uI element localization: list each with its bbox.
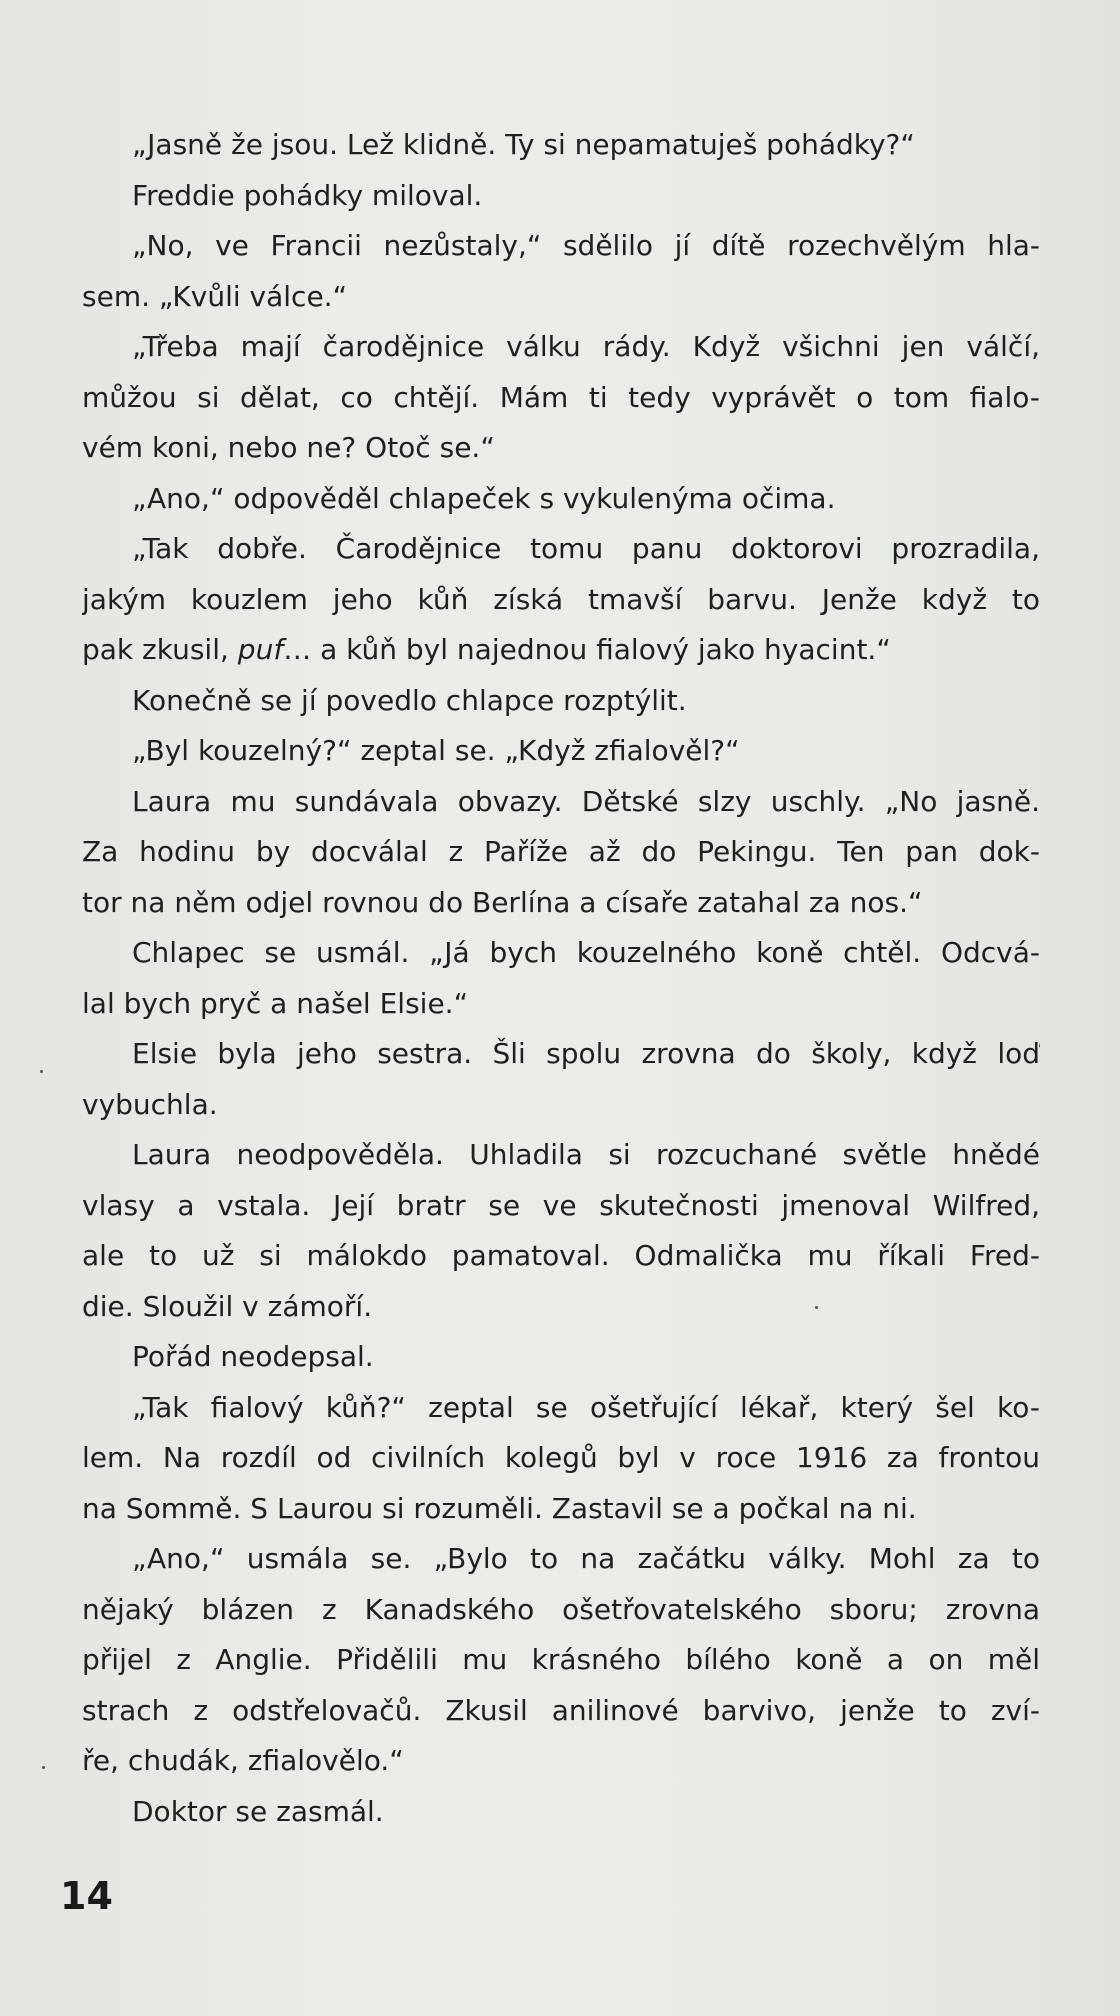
text-line: nějaký blázen z Kanadského ošetřovatelského sboru; zrovna <box>82 1592 1040 1626</box>
text-line: Freddie pohádky miloval. <box>132 178 483 212</box>
text-line: „Tak fialový kůň?“ zeptal se ošetřující lékař, který šel ko- <box>132 1390 1040 1424</box>
text-line: „Jasně že jsou. Lež klidně. Ty si nepamatuješ pohádky?“ <box>132 128 915 161</box>
text-line: Chlapec se usmál. „Já bych kouzelného koně chtěl. Odcvá- <box>132 936 1040 969</box>
text-line: Laura mu sundávala obvazy. Dětské slzy uschly. „No jasně. <box>132 784 1040 818</box>
emphasis: puf <box>237 633 284 666</box>
text-line: strach z odstřelovačů. Zkusil anilinové barvivo, jenže to zví- <box>82 1693 1040 1727</box>
text-line: jakým kouzlem jeho kůň získá tmavší barvu. Jenže když to <box>82 582 1040 616</box>
text-line: Doktor se zasmál. <box>132 1794 384 1828</box>
text-line: „Tak dobře. Čarodějnice tomu panu doktorovi prozradila, <box>132 532 1040 565</box>
text-line: Konečně se jí povedlo chlapce rozptýlit. <box>132 683 687 717</box>
paper-speck <box>40 1070 43 1073</box>
text-line: vlasy a vstala. Její bratr se ve skutečnosti jmenoval Wilfred, <box>82 1188 1040 1222</box>
text-line: Elsie byla jeho sestra. Šli spolu zrovna do školy, když loď <box>132 1037 1040 1070</box>
paper-speck <box>42 1766 45 1769</box>
text-line: „Byl kouzelný?“ zeptal se. „Když zfialověl?“ <box>132 734 740 767</box>
text-line: na Sommě. S Laurou si rozuměli. Zastavil se a počkal na ni. <box>82 1491 917 1525</box>
text-line: přijel z Anglie. Přidělili mu krásného bílého koně a on měl <box>82 1643 1040 1676</box>
body-text <box>82 120 1040 1837</box>
text-line: vém koni, nebo ne? Otoč se.“ <box>82 431 495 464</box>
text-line: die. Sloužil v zámoří. <box>82 1289 373 1323</box>
text-line: lal bych pryč a našel Elsie.“ <box>82 986 469 1020</box>
page-number: 14 <box>60 1874 113 1918</box>
text-line: vybuchla. <box>82 1087 218 1121</box>
text-line: „Třeba mají čarodějnice válku rády. Když všichni jen válčí, <box>132 330 1040 363</box>
text-line: ale to už si málokdo pamatoval. Odmalička mu říkali Fred- <box>82 1239 1040 1272</box>
text-line: lem. Na rozdíl od civilních kolegů byl v roce 1916 za frontou <box>82 1441 1040 1474</box>
text-line: sem. „Kvůli válce.“ <box>82 279 348 313</box>
text-line: můžou si dělat, co chtějí. Mám ti tedy vyprávět o tom fialo- <box>82 380 1040 414</box>
text-line: „No, ve Francii nezůstaly,“ sdělilo jí dítě rozechvělým hla- <box>132 229 1040 262</box>
text-line: pak zkusil, puf… a kůň byl najednou fialový jako hyacint.“ <box>82 633 891 666</box>
text-line: Pořád neodepsal. <box>132 1340 374 1373</box>
paper-speck <box>815 1306 818 1309</box>
text-line: Laura neodpověděla. Uhladila si rozcuchané světle hnědé <box>132 1138 1040 1171</box>
text-line: tor na něm odjel rovnou do Berlína a císaře zatahal za nos.“ <box>82 885 923 919</box>
text-line: Za hodinu by docválal z Paříže až do Pekingu. Ten pan dok- <box>82 835 1040 868</box>
text-line: ře, chudák, zfialovělo.“ <box>82 1744 404 1777</box>
text-line: „Ano,“ odpověděl chlapeček s vykulenýma očima. <box>132 481 836 515</box>
text-line: „Ano,“ usmála se. „Bylo to na začátku války. Mohl za to <box>132 1542 1040 1575</box>
